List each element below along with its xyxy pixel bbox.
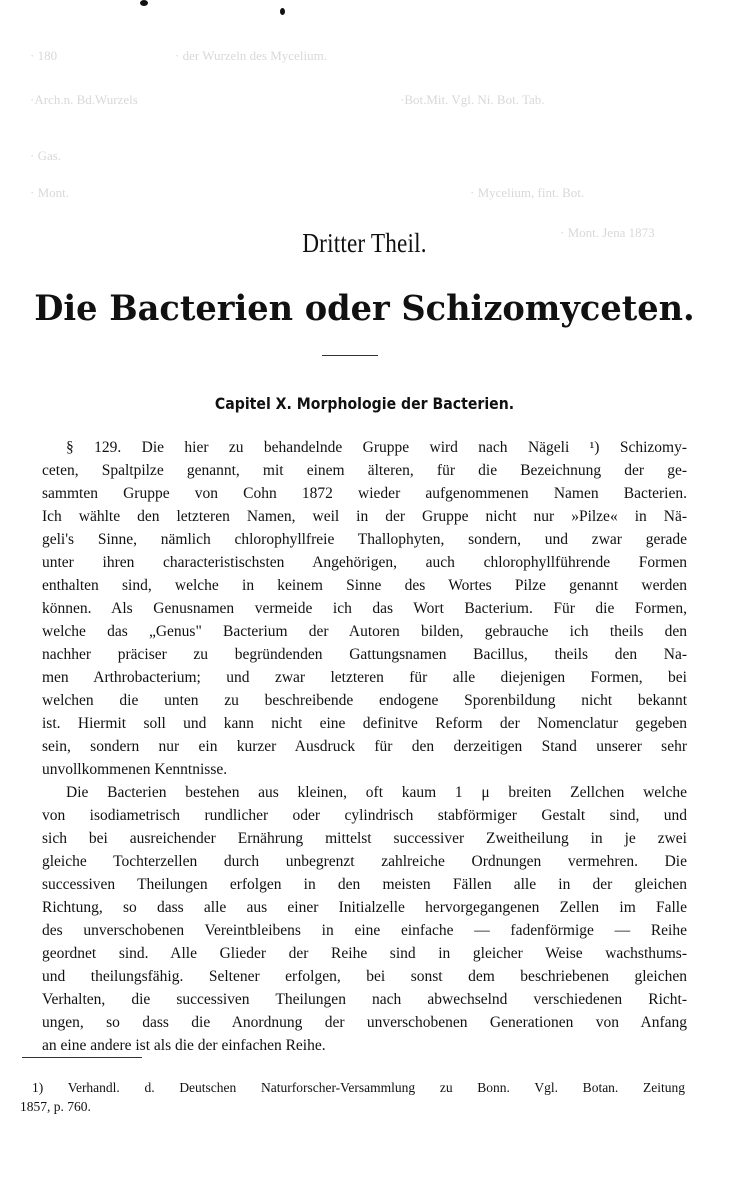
text-line: Verhalten, die successiven Theilungen nach abwechselnd verschiedenen Richt- (42, 991, 687, 1008)
bleed-through-text: · Mont. Jena 1873 (560, 225, 655, 240)
text-line: Ich wählte den letzteren Namen, weil in der Gruppe nicht nur »Pilze« in Nä- (42, 508, 687, 525)
ink-speck (140, 0, 148, 6)
footnote-line: 1) Verhandl. d. Deutschen Naturforscher-Versammlung zu Bonn. Vgl. Botan. Zeitung (32, 1080, 685, 1095)
text-line: unter ihren characteristischsten Angehörigen, auch chlorophyllführende Formen (42, 554, 687, 571)
bleed-through-text: · Gas. (30, 148, 62, 163)
text-line: sein, sondern nur ein kurzer Ausdruck für den derzeitigen Stand unserer sehr (42, 738, 687, 755)
text-line: können. Als Genusnamen vermeide ich das Wort Bacterium. Für die Formen, (42, 600, 687, 617)
text-line: enthalten sind, welche in keinem Sinne des Wortes Pilze genannt werden (42, 577, 687, 594)
paragraph-2 (42, 781, 687, 1057)
text-line: men Arthrobacterium; und zwar letzteren für alle diejenigen Formen, bei (42, 669, 687, 686)
text-line: nachher präciser zu begründenden Gattungsnamen Bacillus, theils den Na- (42, 646, 687, 663)
text-line: gleiche Tochterzellen durch unbegrenzt zahlreiche Ordnungen vermehren. Die (42, 853, 687, 870)
ink-speck (280, 8, 285, 15)
text-line: von isodiametrisch rundlicher oder cylindrisch stabförmiger Gestalt sind, und (42, 807, 687, 824)
footnote (20, 1078, 685, 1116)
text-line: ist. Hiermit soll und kann nicht eine definitve Reform der Nomenclatur gegeben (42, 715, 687, 732)
text-line: sich bei ausreichender Ernährung mittelst successiver Zweitheilung in je zwei (42, 830, 687, 847)
text-line: welche das „Genus" Bacterium der Autoren bilden, gebrauche ich theils den (42, 623, 687, 640)
bleed-through-text: · 180 (30, 48, 58, 63)
text-line: ceten, Spaltpilze genannt, mit einem älteren, für die Bezeichnung der ge- (42, 462, 687, 479)
bleed-through-text: ·Arch.n. Bd.Wurzels (30, 92, 138, 107)
bleed-through-text: · Mont. (30, 185, 69, 200)
text-line: Die Bacterien bestehen aus kleinen, oft kaum 1 μ breiten Zellchen welche (66, 784, 687, 801)
text-line: Richtung, so dass alle aus einer Initialzelle hervorgegangenen Zellen im Falle (42, 899, 687, 916)
text-line: § 129. Die hier zu behandelnde Gruppe wird nach Nägeli ¹) Schizomy- (66, 439, 687, 456)
text-line: successiven Theilungen erfolgen in den meisten Fällen alle in der gleichen (42, 876, 687, 893)
paragraph-1 (42, 436, 687, 781)
title-divider (322, 355, 378, 356)
main-title: Die Bacterien oder Schizomyceten. (34, 288, 695, 329)
text-line: unvollkommenen Kenntnisse. (42, 761, 228, 778)
text-line: geli's Sinne, nämlich chlorophyllfreie Thallophyten, sondern, und zwar gerade (42, 531, 687, 548)
chapter-title: Capitel X. Morphologie der Bacterien. (214, 394, 515, 413)
text-line: an eine andere ist als die der einfachen Reihe. (42, 1037, 326, 1054)
part-title: Dritter Theil. (302, 228, 427, 258)
text-line: sammten Gruppe von Cohn 1872 wieder aufgenommenen Namen Bacterien. (42, 485, 687, 502)
bleed-through-text: · der Wurzeln des Mycelium. (175, 48, 327, 63)
bleed-through-text: ·Bot.Mit. Vgl. Ni. Bot. Tab. (400, 92, 545, 107)
text-line: des unverschobenen Vereintbleibens in eine einfache — fadenförmige — Reihe (42, 922, 687, 939)
text-line: und theilungsfähig. Seltener erfolgen, bei sonst dem beschriebenen gleichen (42, 968, 687, 985)
text-line: welchen die unten zu beschreibende endogene Sporenbildung nicht bekannt (42, 692, 687, 709)
footnote-line: 1857, p. 760. (20, 1099, 91, 1114)
bleed-through-text: · Mycelium, fint. Bot. (470, 185, 585, 200)
footnote-divider (22, 1057, 142, 1058)
text-line: geordnet sind. Alle Glieder der Reihe sind in gleicher Weise wachsthums- (42, 945, 687, 962)
body-text (42, 436, 687, 1057)
text-line: ungen, so dass die Anordnung der unverschobenen Generationen von Anfang (42, 1014, 687, 1031)
